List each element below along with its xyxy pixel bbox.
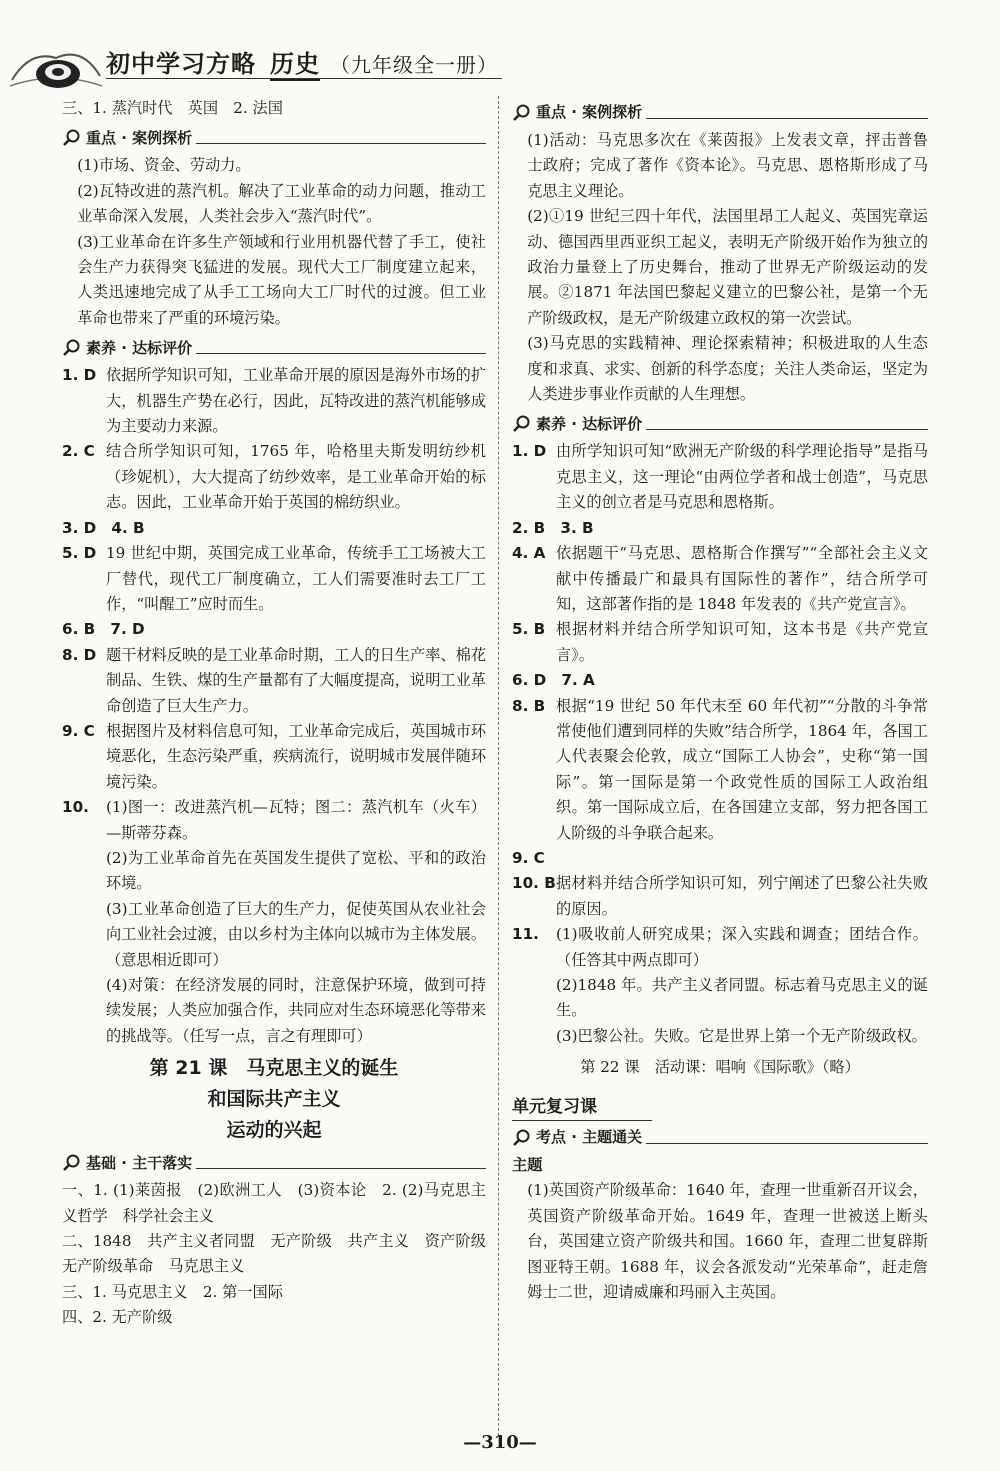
section-heading: 素养 · 达标评价 — [62, 335, 486, 361]
section-heading: 素养 · 达标评价 — [512, 411, 928, 437]
answer-item: 9. C — [512, 848, 545, 867]
unit-title: 单元复习课 — [512, 1095, 652, 1121]
section-heading: 重点 · 案例探析 — [62, 125, 486, 151]
lesson-title: 第 22 课 活动课：唱响《国际歌》（略） — [580, 1058, 860, 1077]
answer-paragraph: (2)①19 世纪三四十年代，法国里昂工人起义、英国宪章运动、德国西里西亚织工起义，表明无产阶级开始作为独立的政治力量登上了历史舞台，推动了世界无产阶级运动的发展。②1871 年法国巴黎起义建立的巴黎公社，是第一个无产阶级政权，是无产阶级建立政权的第一次尝试。 — [527, 207, 928, 327]
answer-paragraph: (1)英国资产阶级革命：1640 年，查理一世重新召开议会，英国资产阶级革命开始。1649 年，查理一世被送上断头台，英国建立资产阶级共和国。1660 年，查理二世复辟斯图亚特王朝。1688 年，议会各派发动“光荣革命”，赶走詹姆士二世，迎请威廉和玛丽入主英国。 — [527, 1181, 928, 1302]
book-logo-icon — [10, 40, 102, 96]
answer-item: 8. D 题干材料反映的是工业革命时期，工人的日生产率、棉花制品、生铁、煤的生产量都有了大幅度提高，说明工业革命创造了巨大生产力。 — [62, 645, 486, 715]
magnifier-icon — [512, 103, 532, 123]
answer-item: 8. B 根据“19 世纪 50 年代末至 60 年代初”“分散的斗争常常使他们遭到同样的失败”结合所学，1864 年，各国工人代表聚会伦敦，成立“国际工人协会”，史称“第一国际”。第一国际是第一个政党性质的国际工人政治组织。第一国际成立后，在各国建立支部，努力把各国工人阶级的斗争联合起来。 — [512, 696, 928, 842]
answer-paragraph: (1)市场、资金、劳动力。 — [77, 156, 251, 175]
answer-line: 一、1. (1)莱茵报 (2)欧洲工人 (3)资本论 2. (2)马克思主义哲学 科学社会主义 — [62, 1181, 486, 1225]
subject-label: 历史 — [270, 49, 320, 81]
section-heading: 基础 · 主干落实 — [62, 1150, 486, 1176]
answer-item: 2. B 3. B — [512, 518, 594, 537]
answer-item: 3. D 4. B — [62, 518, 145, 537]
answer-paragraph: (2)瓦特改进的蒸汽机。解决了工业革命的动力问题，推动工业革命深入发展，人类社会步入“蒸汽时代”。 — [77, 181, 486, 226]
section-heading: 重点 · 案例探析 — [512, 100, 928, 126]
answer-line: 四、2. 无产阶级 — [62, 1308, 173, 1327]
page-header — [10, 30, 510, 102]
answer-item: 6. D 7. A — [512, 671, 595, 690]
answer-item: 10. B 据材料并结合所学知识可知，列宁阐述了巴黎公社失败的原因。 — [512, 874, 928, 918]
answer-item: 2. C 结合所学知识可知，1765 年，哈格里夫斯发明纺纱机（珍妮机），大大提高了纺纱效率，是工业革命开始的标志。因此，工业革命开始于英国的棉纺织业。 — [62, 442, 486, 512]
answer-item: 5. B 根据材料并结合所学知识可知，这本书是《共产党宣言》。 — [512, 620, 928, 664]
magnifier-icon — [62, 128, 82, 148]
book-title: 初中学习方略 — [106, 49, 256, 78]
header-rule — [106, 78, 502, 79]
right-column — [512, 96, 928, 1305]
section-heading: 考点 · 主题通关 — [512, 1125, 928, 1151]
magnifier-icon — [512, 1128, 532, 1148]
answer-item: 9. C 根据图片及材料信息可知，工业革命完成后，英国城市环境恶化，生态污染严重，疾病流行，说明城市发展伴随环境污染。 — [62, 721, 486, 791]
answer-item: 1. D 依据所学知识可知，工业革命开展的原因是海外市场的扩大，机器生产势在必行，因此，瓦特改进的蒸汽机能够成为主要动力来源。 — [62, 366, 486, 436]
answer-item: 11. (1)吸收前人研究成果；深入实践和调查；团结合作。（任答其中两点即可） (2)1848 年。共产主义者同盟。标志着马克思主义的诞生。 (3)巴黎公社。失败。它是世界上第一个无产阶级政权。 — [512, 925, 928, 1045]
answer-item: 4. A 依据题干“马克思、恩格斯合作撰写”“全部社会主义文献中传播最广和最具有国际性的著作”，结合所学可知，这部著作指的是 1848 年发表的《共产党宣言》。 — [512, 544, 928, 613]
topic-label: 主题 — [512, 1156, 543, 1175]
magnifier-icon — [62, 338, 82, 358]
answer-item: 6. B 7. D — [62, 620, 145, 639]
magnifier-icon — [62, 1153, 82, 1173]
answer-paragraph: (3)工业革命在许多生产领域和行业用机器代替了手工，使社会生产力获得突飞猛进的发展。现代大工厂制度建立起来，人类迅速地完成了从手工工场向大工厂时代的过渡。但工业革命也带来了严重的环境污染。 — [77, 232, 486, 327]
grade-label: （九年级全一册） — [330, 53, 498, 77]
answer-item: 1. D 由所学知识可知“欧洲无产阶级的科学理论指导”是指马克思主义，这一理论“由两位学者和战士创造”，马克思主义的创立者是马克思和恩格斯。 — [512, 442, 928, 512]
answer-line: 三、1. 蒸汽时代 英国 2. 法国 — [62, 99, 283, 117]
answer-item: 10. (1)图一：改进蒸汽机—瓦特；图二：蒸汽机车（火车）—斯蒂芬森。 (2)为工业革命首先在英国发生提供了宽松、平和的政治环境。 (3)工业革命创造了巨大的生产力，促使英国从农业社会向工业社会过渡，由以乡村为主体向以城市为主体发展。（意思相近即可） (4)对策：在经济发展的同时，注意保护环境，做到可持续发展；人类应加强合作，共同应对生态环境恶化等带来的挑战等。（任写一点，言之有理即可） — [62, 798, 486, 1045]
lesson-title: 第 21 课 马克思主义的诞生 和国际共产主义 运动的兴起 — [149, 1057, 399, 1142]
left-column — [62, 96, 502, 1331]
answer-line: 三、1. 马克思主义 2. 第一国际 — [62, 1282, 283, 1301]
header-title — [106, 44, 498, 79]
answer-paragraph: (1)活动：马克思多次在《莱茵报》上发表文章，抨击普鲁士政府；完成了著作《资本论》。马克思、恩格斯形成了马克思主义理论。 — [527, 131, 928, 200]
answer-paragraph: (3)马克思的实践精神、理论探索精神；积极进取的人生态度和求真、求实、创新的科学态度；关注人类命运，坚定为人类进步事业作贡献的人生理想。 — [527, 334, 928, 404]
answer-item: 5. D 19 世纪中期，英国完成工业革命，传统手工工场被大工厂替代，现代工厂制度确立，工人们需要准时去工厂工作，“叫醒工”应时而生。 — [62, 544, 486, 613]
answer-line: 二、1848 共产主义者同盟 无产阶级 共产主义 资产阶级 无产阶级革命 马克思主义 — [62, 1232, 502, 1276]
magnifier-icon — [512, 414, 532, 434]
page-number: —310— — [463, 1432, 537, 1453]
